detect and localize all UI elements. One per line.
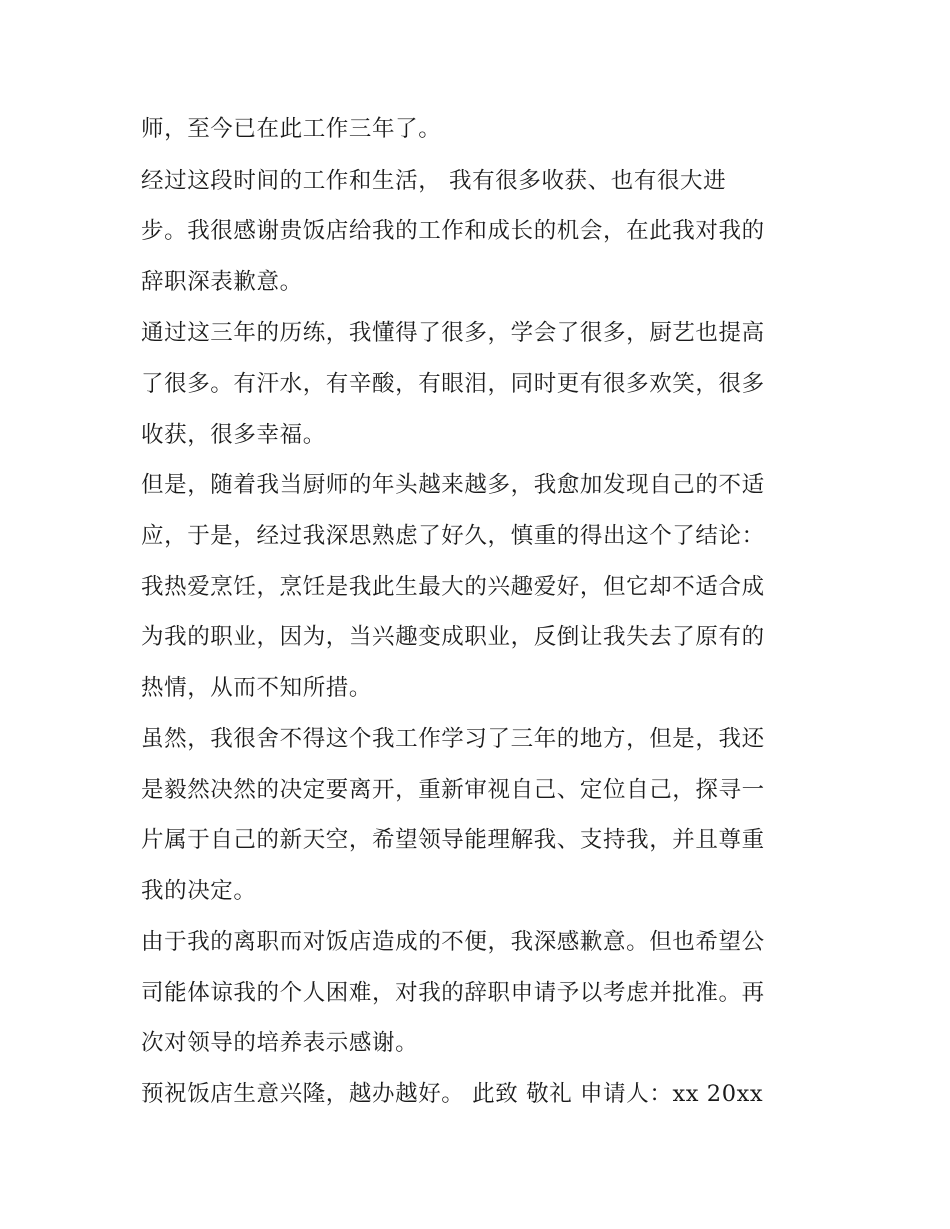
text-line: 我的决定。 xyxy=(141,878,257,904)
text-line: 预祝饭店生意兴隆，越办越好。 此致 敬礼 申请人：xx 20xx xyxy=(141,1081,764,1107)
text-line: 辞职深表歉意。 xyxy=(141,269,303,295)
text-line: 虽然，我很舍不得这个我工作学习了三年的地方，但是，我还 xyxy=(141,726,765,752)
text-line: 收获，很多幸福。 xyxy=(141,422,326,448)
text-line: 通过这三年的历练，我懂得了很多，学会了很多，厨艺也提高 xyxy=(141,320,765,346)
text-line: 但是，随着我当厨师的年头越来越多，我愈加发现自己的不适 xyxy=(141,472,765,498)
text-line: 热情，从而不知所措。 xyxy=(141,675,373,701)
text-line: 步。我很感谢贵饭店给我的工作和成长的机会，在此我对我的 xyxy=(141,218,765,244)
text-line: 为我的职业，因为，当兴趣变成职业，反倒让我失去了原有的 xyxy=(141,624,765,650)
text-line: 经过这段时间的工作和生活， 我有很多收获、也有很大进 xyxy=(141,168,727,194)
text-line: 师，至今已在此工作三年了。 xyxy=(141,116,442,142)
text-line: 片属于自己的新天空，希望领导能理解我、支持我，并且尊重 xyxy=(141,827,765,853)
text-line: 司能体谅我的个人困难，对我的辞职申请予以考虑并批准。再 xyxy=(141,980,765,1006)
text-line: 了很多。有汗水，有辛酸，有眼泪，同时更有很多欢笑，很多 xyxy=(141,371,765,397)
text-line: 次对领导的培养表示感谢。 xyxy=(141,1030,419,1056)
text-line: 应，于是，经过我深思熟虑了好久，慎重的得出这个了结论： xyxy=(141,523,765,549)
text-line: 由于我的离职而对饭店造成的不便，我深感歉意。但也希望公 xyxy=(141,929,765,955)
text-line: 是毅然决然的决定要离开，重新审视自己、定位自己，探寻一 xyxy=(141,777,765,803)
text-line: 我热爱烹饪，烹饪是我此生最大的兴趣爱好，但它却不适合成 xyxy=(141,574,765,600)
